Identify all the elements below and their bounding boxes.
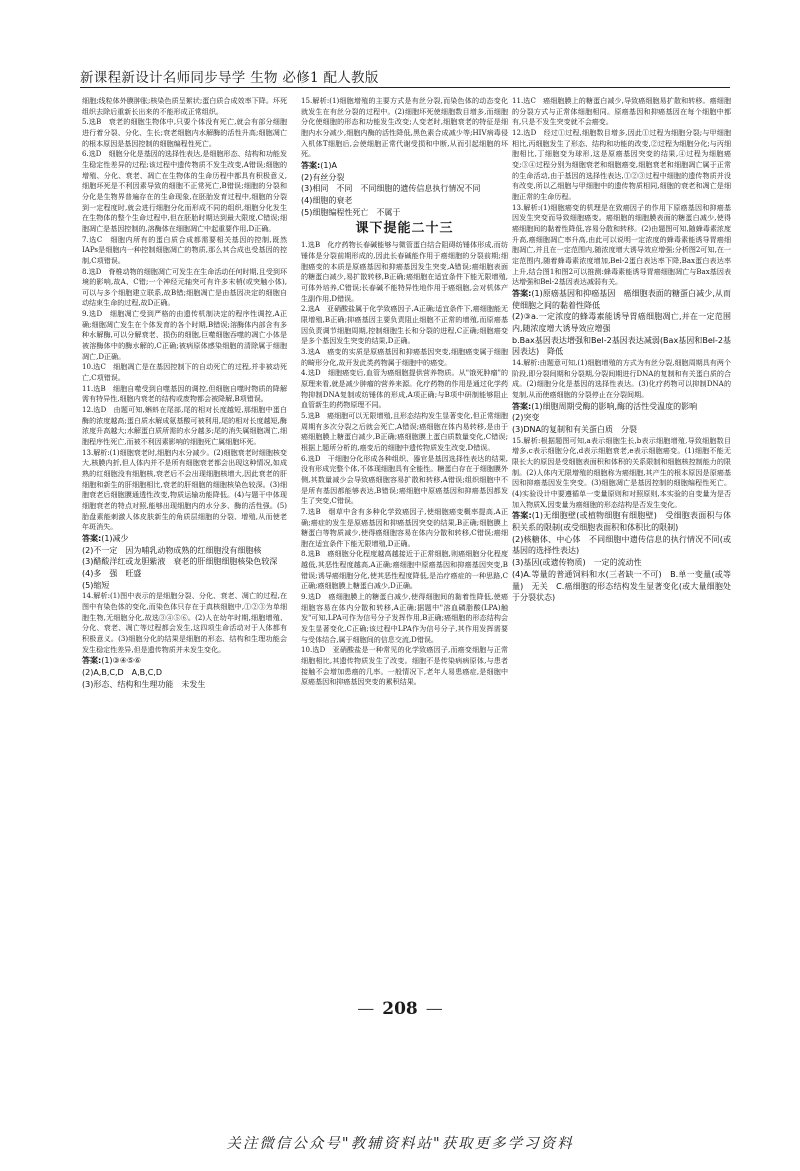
answer-label: 答案:	[512, 401, 532, 411]
page-header: 新课程新设计名师同步导学 生物 必修1 配人教版	[80, 70, 379, 86]
solution-paragraph: 10.选D 亚硝酸盐是一种常见的化学致癌因子,而癌变细胞与正常细胞相比,其遗传物质发生了改变。细胞不是传染病病原体,与患者接触不会增加患癌的几率。一般情况下,老年人易患癌症,是细胞中原癌基因和抑癌基因突变的累积结果。	[301, 645, 508, 687]
answer-label: 答案:	[512, 511, 532, 521]
answer-line	[82, 580, 287, 592]
page-number-value: 208	[382, 999, 418, 1019]
answer-line	[512, 335, 731, 358]
solution-paragraph: 13.解析:(1)细胞癌变的机理是在致癌因子的作用下原癌基因和抑癌基因发生突变而导致细胞癌变。癌细胞的细胞膜表面的糖蛋白减少,使得癌细胞间的黏着性降低,容易分散和转移。(2)由题图可知,随蜂毒素浓度升高,癌细胞凋亡率升高,由此可以说明一定浓度的蜂毒素能诱导胃癌细胞凋亡,并且在一定范围内,随浓度增大诱导效应增强;分析图2可知,在一定范围内,随着蜂毒素浓度增加,Bel-2蛋白表达率下降,Bax蛋白表达率上升,结合图1和图2可以推测:蜂毒素能诱导胃癌细胞凋亡与Bax基因表达增强和Bel-2基因表达减弱有关。	[512, 202, 731, 287]
answer-line	[512, 288, 731, 311]
answer-line	[301, 160, 508, 172]
answer-text: (1)减少	[101, 533, 129, 543]
solution-paragraph: 3.选A 癌变的实质是原癌基因和抑癌基因突变,细胞癌变属于细胞的畸形分化,故开发此类药物属于细胞中的癌变。	[301, 347, 508, 367]
answer-line	[512, 569, 731, 604]
answer-label: 答案:	[82, 656, 102, 666]
answer-text: (5)细胞编程性死亡 不属于	[301, 207, 401, 217]
footer-promo: 关注微信公众号"教辅资料站"获取更多学习资料	[226, 1136, 574, 1152]
answer-text: (4)A.等量的普通饲料和水(三者缺一不可) B.单一变量(或等量) 无关 C.癌细胞的形态结构发生显著变化(或大量细胞处于分裂状态)	[512, 569, 731, 603]
solution-paragraph: 7.选C 细胞内所有的蛋白质合成都需要相关基因的控制,既然IAPs是细胞内一种控制细胞凋亡的物质,那么其合成也受基因的控制,C项错误。	[82, 234, 287, 265]
solution-paragraph: 5.选B 衰老的细胞生物体中,只要个体没有死亡,就会有部分细胞进行着分裂、分化、生长;衰老细胞内水解酶的活性升高;细胞凋亡的根本原因是基因控制的细胞编程性死亡。	[82, 117, 287, 148]
answer-line	[82, 533, 287, 545]
solution-paragraph: 5.选B 癌细胞可以无限增殖,且形态结构发生显著变化,但正常细胞周期有多次分裂之后就会死亡,A错误;癌细胞在体内易转移,是由于癌细胞膜上糖蛋白减少,B正确;癌细胞膜上蛋白质数量变化,C错误;根据上题所分析的,癌变后的细胞中遗传物质发生改变,D错误。	[301, 410, 508, 452]
solution-paragraph: 9.选D 细胞凋亡受到严格的由遗传机制决定的程序性调控,A正确;细胞凋亡发生在个体发育的各个时期,B错误;溶酶体内部含有多种水解酶,可以分解衰老、损伤的细胞,巨噬细胞吞噬的凋亡小体是被溶酶体中的酶水解的,C正确;被病原体感染细胞的清除属于细胞凋亡,D正确。	[82, 309, 287, 361]
answer-text: (1)③④⑤⑥	[101, 656, 142, 666]
solution-paragraph: 8.选B 癌细胞分化程度越高越接近于正常细胞,则癌细胞分化程度越低,其恶性程度越高,A正确;癌细胞中原癌基因和抑癌基因突变,B错误;诱导癌细胞分化,使其恶性程度降低,是治疗癌症的一种思路,C正确;癌细胞膜上糖蛋白减少,D正确。	[301, 549, 508, 591]
solution-paragraph: 6.选D 细胞分化是基因的选择性表达,是细胞形态、结构和功能发生稳定性差异的过程;该过程中遗传物质不发生改变,A错误;细胞的增殖、分化、衰老、凋亡在生物体的生命历程中都具有积极意义,细胞坏死是不利因素导致的细胞不正常死亡,B错误;细胞的分裂和分化是生物界普遍存在的生命现象,在胚胎发育过程中,细胞的分裂到一定程度时,就会进行细胞分化而形成不同的组织,细胞分化发生在生物体的整个生命过程中,但在胚胎时期达到最大限度,C错误;细胞凋亡是基因控制的,溶酶体在细胞凋亡中起重要作用,D正确。	[82, 149, 287, 233]
answer-line	[301, 183, 508, 195]
answer-text: (1)A	[320, 160, 338, 170]
section-title: 课下提能二十三	[355, 221, 454, 237]
solution-paragraph: 6.选D 干细胞分化形成各种组织、器官是基因选择性表达的结果,没有形成完整个体,不体现细胞具有全能性。糖蛋白存在于细胞膜外侧,其数量减少会导致癌细胞容易扩散和转移,A错误;组织细胞中不是所有基因都能够表达,B错误;癌细胞中原癌基因和抑癌基因都发生了突变,C错误。	[301, 453, 508, 506]
solution-paragraph: 8.选D 脊椎动物的细胞凋亡可发生在生命活动任何时期,且受到环境的影响,故A、C错;一个神经元轴突可有许多末梢(或突触小体),可以与多个细胞建立联系,故B错;细胞凋亡是由基因决定的细胞自动结束生命的过程,故D正确。	[82, 266, 287, 308]
solution-paragraph: 细胞;线粒体外膜肿胀;核染色质呈絮状;蛋白质合成效率下降。坏死组织去除后重新长出来的不能形成正常组织。	[82, 96, 287, 116]
answer-text: (4)细胞的衰老	[301, 196, 353, 206]
page-number-dash-left: —	[357, 999, 375, 1019]
solution-paragraph: 9.选D 癌细胞膜上的糖蛋白减少,使得细胞间的黏着性降低,使癌细胞容易在体内分散和转移,A正确;据题中"溶血磷脂酸(LPA)触发"可知,LPA可作为信号分子发挥作用,B正确;癌细胞的形态结构会发生显著变化,C正确;该过程中LPA作为信号分子,其作用发挥需要与受体结合,属于细胞间的信息交流,D错误。	[301, 592, 508, 644]
answer-text: (2)突变	[512, 413, 540, 423]
answer-text: (3)DNA的复制和有关蛋白质 分裂	[512, 425, 637, 435]
solution-paragraph: 13.解析:(1)细胞衰老时,细胞内水分减少。(2)细胞衰老时细胞核变大,核膜内折,但人体内并不是所有细胞衰老都会出现这种情况,如成熟的红细胞没有细胞核,衰老后不会出现细胞核增大,因此衰老的肝细胞和新生的肝细胞相比,衰老的肝细胞的细胞核染色较深。(3)细胞衰老后细胞膜通透性改变,物质运输功能降低。(4)与题干中体现细胞衰老的特点对照,能够出现细胞内的水分多、酶的活性强。(5)胎盘素能刺激人体皮肤新生的角质层细胞的分裂、增殖,从而使老年斑消失。	[82, 447, 287, 532]
column-1	[82, 96, 287, 981]
solution-paragraph: 11.选B 细胞自噬受到自噬基因的调控,但细胞自噬时物质的降解需有特异性,细胞内衰老的结构或废物都会被降解,B项错误。	[82, 383, 287, 404]
answer-text: (3)基因(或遗传物质) 一定的流动性	[512, 558, 642, 568]
answer-text: (4)多 强 旺盛	[82, 569, 142, 579]
answer-text: (1)无细胞壁(或植物细胞有细胞壁) 受细胞表面积与体积关系的限制(或受细胞表面积和体积比的限制)	[512, 511, 731, 533]
answer-text: (2)核糖体、中心体 不同细胞中遗传信息的执行情况不同(或基因的选择性表达)	[512, 534, 731, 556]
solution-paragraph: 4.选D 细胞癌变后,血管为癌细胞提供营养物质。从"饿死肿瘤"的原理来看,就是减少肿瘤的营养来源。化疗药物的作用是通过化学药物抑制DNA复制或纺锤体的形成,A项正确;与B项中研制能够阻止血管新生的药物原理不同。	[301, 368, 508, 410]
answer-line	[82, 655, 287, 667]
answer-line	[512, 510, 731, 533]
answer-text: (3)相同 不同 不同细胞的遗传信息执行情况不同	[301, 184, 481, 194]
answer-text: (2)有丝分裂	[301, 172, 345, 182]
answer-line	[82, 568, 287, 580]
solution-paragraph: 1.选B 化疗药物长春碱能够与微管蛋白结合阻碍纺锤体形成,而纺锤体是分裂前期形成的,因此长春碱能作用于癌细胞的分裂前期;细胞癌变的本质是原癌基因和抑癌基因发生突变,A错误;癌细胞表面的糖蛋白减少,易扩散转移,B正确;癌细胞在适宜条件下能无限增殖,可体外培养,C错误;长春碱不能特异性地作用于癌细胞,会对机体产生副作用,D错误。	[301, 240, 508, 303]
answer-line	[301, 207, 508, 219]
answer-label: 答案:	[512, 288, 532, 298]
answer-line	[512, 557, 731, 569]
solution-paragraph: 14.解析:由题意可知,(1)细胞增殖的方式为有丝分裂,细胞周期具有两个阶段,即分裂间期和分裂期,分裂间期进行DNA的复制和有关蛋白质的合成。(2)细胞分化是基因的选择性表达。(3)化疗药物可以抑制DNA的复制,从而使癌细胞的分裂停止在分裂间期。	[512, 358, 731, 399]
solution-paragraph: 15.解析:根据题图可知,a表示细胞生长,b表示细胞增殖,导致细胞数目增多,c表示细胞分化,d表示细胞衰老,e表示细胞癌变。(1)细胞不能无限长大的原因是受细胞表面积和体积的关系限制和细胞核控制能力的限制。(2)人体内无限增殖的细胞称为癌细胞,其产生的根本原因是原癌基因和抑癌基因发生突变。(3)细胞凋亡是基因控制的细胞编程性死亡。(4)实验设计中要遵循单一变量原则和对照原则,本实验的自变量为是否加入物质X,因变量为癌细胞的形态结构是否发生变化。	[512, 435, 731, 509]
solution-paragraph: 2.选A 亚硝酸盐属于化学致癌因子,A正确;适宜条件下,癌细胞能无限增殖,B正确;抑癌基因主要负责阻止细胞不正常的增殖,而原癌基因负责调节细胞周期,控制细胞生长和分裂的进程,C正确;细胞癌变是多个基因发生突变的结果,D正确。	[301, 304, 508, 346]
page-number	[0, 999, 800, 1019]
solution-paragraph: 12.选D 由题可知,蝌蚪在尾部,尾的相对长度越短,那细胞中蛋白酶的浓度越高;蛋白质水解成氨基酸可被利用,尾的相对长度越短,酶浓度升高越大;水解蛋白质所需的水分越多;尾的消失属细胞凋亡,细胞程序性死亡,而被不利因素影响的细胞死亡属细胞坏死。	[82, 405, 287, 446]
answer-text: (2)A,B,C,D A,B,C,D	[82, 668, 163, 678]
answer-line	[82, 556, 287, 568]
answer-text: b.Bax基因表达增强和Bel-2基因表达减弱(Bax基因和Bel-2基因表达) 降低	[512, 335, 731, 357]
answer-line	[82, 679, 287, 691]
answer-text: (2)不一定 因为哺乳动物成熟的红细胞没有细胞核	[82, 545, 262, 555]
solution-paragraph: 10.选C 细胞凋亡是在基因控制下的自动死亡的过程,并非被动死亡,C项错误。	[82, 362, 287, 383]
answer-line	[512, 424, 731, 436]
solution-paragraph: 7.选B 烟草中含有多种化学致癌因子,使细胞癌变概率提高,A正确;癌症的发生是原癌基因和抑癌基因突变的结果,B正确;细胞膜上糖蛋白等物质减少,使得癌细胞容易在体内分散和转移,C错误;癌细胞在适宜条件下能无限增殖,D正确。	[301, 506, 508, 548]
column-3	[512, 96, 731, 981]
solution-paragraph: 14.解析:(1)图中表示的是细胞分裂、分化、衰老、凋亡的过程,在图中有染色体的变化,而染色体只存在于真核细胞中,①②③为单细胞生物,无细胞分化,故选③④⑤⑥。(2)人在幼年时期,细胞增殖、分化、衰老、凋亡等过程都会发生,这四项生命活动对于人体都有积极意义。(3)细胞分化的结果是细胞的形态、结构和生理功能会发生稳定性差异,但是遗传物质并未发生变化。	[82, 591, 287, 654]
solution-paragraph: 11.选C 癌细胞膜上的糖蛋白减少,导致癌细胞易扩散和转移。癌细胞的分裂方式与正常体细胞相同。原癌基因和抑癌基因在每个细胞中都有,只是不发生突变就不会癌变。	[512, 96, 731, 127]
answer-text: (3)醋酸洋红或龙胆紫液 衰老的肝细胞细胞核染色较深	[82, 557, 278, 567]
answer-line	[512, 311, 731, 334]
header-rule	[80, 87, 730, 88]
answer-label: 答案:	[82, 533, 102, 543]
solution-paragraph: 15.解析:(1)细胞增殖的主要方式是有丝分裂,而染色体的动态变化就发生在有丝分裂的过程中。(2)细胞坏死使细胞数目增多,而细胞分化使细胞的形态和功能发生改变;人变老时,细胞衰老的特征是细胞内水分减少,细胞内酶的活性降低,黑色素合成减少等;HIV病毒侵入机体T细胞后,会使细胞正常代谢受损和中断,从而引起细胞的坏死。	[301, 96, 508, 159]
answer-text: (3)形态、结构和生理功能 未发生	[82, 679, 206, 689]
answer-line	[82, 667, 287, 679]
answer-text: (2)③a.一定浓度的蜂毒素能诱导胃癌细胞凋亡,并在一定范围内,随浓度增大诱导效应增强	[512, 312, 731, 333]
answer-line	[512, 412, 731, 424]
answer-text: (1)细胞周期受酶的影响,酶的活性受温度的影响	[531, 401, 698, 411]
solution-paragraph: 12.选D 经过①过程,细胞数目增多,因此①过程为细胞分裂;与甲细胞相比,丙细胞发生了形态、结构和功能的改变,②过程为细胞分化;与丙细胞相比,丁细胞变为球形,这是原癌基因突变的结果,④过程为细胞癌变;③④过程分别为细胞衰老和细胞癌变,细胞衰老和细胞凋亡属于正常的生命活动,由于基因的选择性表达,①②③过程中细胞的遗传物质并没有改变,所以乙细胞与甲细胞中的遗传物质相同,细胞的衰老和凋亡是细胞正常的生命历程。	[512, 127, 731, 201]
answer-text: (5)缩短	[82, 580, 110, 590]
answer-line	[301, 172, 508, 184]
answer-line	[82, 545, 287, 557]
answer-line	[512, 534, 731, 557]
page-number-dash-right: —	[425, 999, 443, 1019]
answer-line	[512, 401, 731, 413]
column-2	[301, 96, 508, 981]
answer-label: 答案:	[301, 160, 321, 170]
answer-line	[301, 195, 508, 207]
answer-text: (1)原癌基因和抑癌基因 癌细胞表面的糖蛋白减少,从而使细胞之间的黏着性降低	[512, 288, 731, 310]
